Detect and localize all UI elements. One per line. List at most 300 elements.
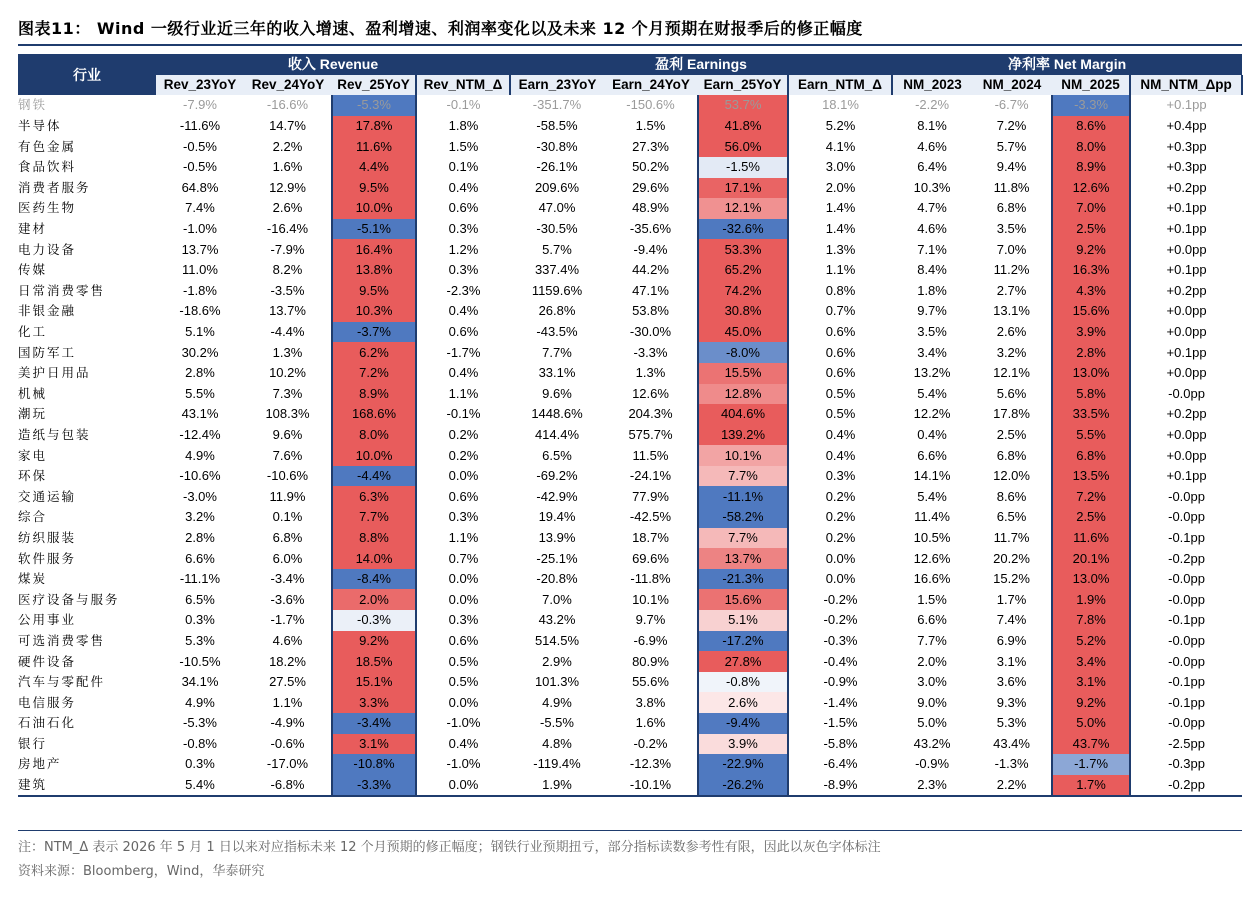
table-cell: 0.4% <box>448 179 479 195</box>
table-cell: -11.8% <box>630 571 671 587</box>
table-cell: 1.4% <box>825 221 856 237</box>
delta-cell: 53.7% <box>698 95 788 116</box>
table-cell: 3.2% <box>996 344 1027 360</box>
delta-cell: -11.1% <box>698 486 788 507</box>
revenue-group-header: 收入 Revenue <box>156 54 510 75</box>
table-cell: -0.9% <box>915 756 950 772</box>
delta-cell: -17.2% <box>698 631 788 652</box>
table-cell: -24.1% <box>629 468 672 484</box>
table-cell: -0.9% <box>823 674 858 690</box>
table-cell: -10.1% <box>604 775 698 797</box>
delta-cell: 17.8% <box>332 116 416 137</box>
delta-cell: 8.6% <box>1052 116 1130 137</box>
table-cell: 0.6% <box>825 324 856 340</box>
table-cell: -30.0% <box>629 324 672 340</box>
table-cell: -0.1pp <box>1168 612 1205 628</box>
table-cell: 10.5% <box>913 529 951 545</box>
table-cell: 43.1% <box>181 406 219 422</box>
table-cell: 0.1% <box>272 509 303 525</box>
table-cell: 0.3% <box>448 262 479 278</box>
table-cell: +0.2pp <box>1166 282 1207 298</box>
delta-cell: 13.7% <box>698 548 788 569</box>
delta-cell: 6.3% <box>332 486 416 507</box>
table-cell: 0.6% <box>448 632 479 648</box>
table-cell: 0.0% <box>416 775 510 797</box>
column-header-row <box>18 75 1242 96</box>
industry-name: 食品饮料 <box>18 159 77 175</box>
table-row <box>18 589 1242 610</box>
table-row <box>18 486 1242 507</box>
table-row <box>18 569 1242 590</box>
industry-name: 潮玩 <box>18 406 48 422</box>
delta-cell: -21.3% <box>698 569 788 590</box>
delta-cell: 8.8% <box>332 528 416 549</box>
table-cell: 43.4% <box>993 735 1030 751</box>
table-cell: 1159.6% <box>531 282 583 298</box>
delta-cell: 10.3% <box>332 301 416 322</box>
table-cell: 80.9% <box>632 653 669 669</box>
table-cell: 19.4% <box>538 509 576 525</box>
table-cell: 1.5% <box>635 118 666 134</box>
table-cell: -0.2% <box>823 591 858 607</box>
industry-name: 医药生物 <box>18 200 77 216</box>
industry-name: 美护日用品 <box>18 365 91 381</box>
delta-cell: 8.0% <box>332 425 416 446</box>
delta-cell: 33.5% <box>1052 404 1130 425</box>
table-cell: 9.3% <box>996 694 1027 710</box>
table-cell: 4.1% <box>825 138 856 154</box>
industry-name: 环保 <box>18 468 48 484</box>
table-row <box>18 445 1242 466</box>
table-cell: +0.1pp <box>1166 344 1207 360</box>
delta-cell: 15.6% <box>1052 301 1130 322</box>
table-cell: -7.9% <box>183 97 217 113</box>
delta-cell: 3.1% <box>1052 672 1130 693</box>
industry-name: 有色金属 <box>18 138 77 154</box>
table-cell: -30.8% <box>536 138 578 154</box>
table-cell: 3.5% <box>917 324 947 340</box>
table-cell: 0.8% <box>825 282 856 298</box>
delta-cell: 1.7% <box>1052 775 1130 797</box>
delta-cell: 3.3% <box>332 692 416 713</box>
table-cell: 0.0% <box>448 468 479 484</box>
table-cell: -3.3% <box>633 344 668 360</box>
table-cell: 6.5% <box>542 447 572 463</box>
delta-cell: -1.7% <box>1052 754 1130 775</box>
table-cell: 6.8% <box>996 447 1027 463</box>
table-cell: 2.6% <box>996 324 1027 340</box>
table-cell: 30.2% <box>181 344 219 360</box>
table-cell: 44.2% <box>632 262 669 278</box>
table-cell: +0.0pp <box>1166 447 1207 463</box>
column-header: Earn_25YoY <box>698 75 788 96</box>
table-cell: +0.0pp <box>1166 241 1207 257</box>
table-cell: 1.1% <box>448 529 479 545</box>
table-cell: 0.4% <box>448 365 479 381</box>
table-row <box>18 713 1242 734</box>
table-cell: 0.5% <box>825 406 856 422</box>
table-cell: 11.2% <box>993 262 1030 278</box>
table-cell: +0.2pp <box>1166 179 1207 195</box>
table-cell: 101.3% <box>534 674 580 690</box>
table-cell: -12.4% <box>179 426 221 442</box>
table-row <box>18 425 1242 446</box>
table-cell: 0.2% <box>825 509 856 525</box>
table-row <box>18 198 1242 219</box>
table-cell: 2.9% <box>542 653 572 669</box>
table-bottom-divider <box>18 830 1242 831</box>
table-cell: 11.7% <box>993 529 1030 545</box>
table-cell: 2.8% <box>185 529 215 545</box>
table-cell: 0.5% <box>448 653 479 669</box>
table-cell: 0.3% <box>825 468 856 484</box>
table-cell: 50.2% <box>632 159 669 175</box>
delta-cell: 9.5% <box>332 281 416 302</box>
table-cell: 0.0% <box>448 694 479 710</box>
delta-cell: 4.4% <box>332 157 416 178</box>
table-cell: 14.7% <box>269 118 306 134</box>
group-header-row <box>18 54 1242 75</box>
table-cell: 5.4% <box>917 385 947 401</box>
delta-cell: 8.9% <box>332 384 416 405</box>
delta-cell: -8.4% <box>332 569 416 590</box>
delta-cell: 11.6% <box>332 136 416 157</box>
table-cell: -0.4% <box>823 653 858 669</box>
table-row <box>18 610 1242 631</box>
industry-name: 石油石化 <box>18 715 77 731</box>
table-cell: -0.2pp <box>1130 775 1242 797</box>
table-cell: 1448.6% <box>531 406 583 422</box>
industry-name: 半导体 <box>18 118 62 134</box>
table-cell: -1.0% <box>446 715 481 731</box>
table-cell: -25.1% <box>536 550 578 566</box>
table-cell: -9.4% <box>633 241 668 257</box>
table-cell: 0.4% <box>448 735 479 751</box>
delta-cell: 9.5% <box>332 178 416 199</box>
column-header: Rev_25YoY <box>332 75 416 96</box>
table-cell: 18.1% <box>822 97 859 113</box>
delta-cell: 13.0% <box>1052 569 1130 590</box>
table-cell: 414.4% <box>534 426 580 442</box>
table-cell: 4.9% <box>185 447 215 463</box>
table-cell: 1.9% <box>510 775 604 797</box>
table-cell: -10.5% <box>179 653 221 669</box>
table-cell: 5.3% <box>185 632 215 648</box>
table-cell: 13.7% <box>181 241 219 257</box>
table-cell: -1.4% <box>823 694 858 710</box>
table-row <box>18 363 1242 384</box>
table-cell: 6.6% <box>185 550 215 566</box>
table-cell: -0.5% <box>183 138 217 154</box>
table-cell: 4.7% <box>917 200 947 216</box>
industry-name: 日常消费零售 <box>18 282 106 298</box>
delta-cell: 17.1% <box>698 178 788 199</box>
industry-name: 电力设备 <box>18 241 77 257</box>
table-cell: +0.0pp <box>1166 426 1207 442</box>
industry-header: 行业 <box>18 54 156 95</box>
table-row <box>18 239 1242 260</box>
table-row <box>18 384 1242 405</box>
table-row <box>18 528 1242 549</box>
table-cell: 53.8% <box>632 303 669 319</box>
table-cell: -30.5% <box>536 221 578 237</box>
table-cell: 2.3% <box>892 775 972 797</box>
table-cell: 8.2% <box>272 262 303 278</box>
industry-name: 国防军工 <box>18 344 77 360</box>
delta-cell: 5.1% <box>698 610 788 631</box>
delta-cell: 168.6% <box>332 404 416 425</box>
table-cell: 11.5% <box>632 447 669 463</box>
table-cell: 12.2% <box>913 406 951 422</box>
table-row <box>18 734 1242 755</box>
delta-cell: 65.2% <box>698 260 788 281</box>
table-cell: 0.5% <box>825 385 856 401</box>
table-cell: 12.6% <box>913 550 951 566</box>
table-cell: +0.4pp <box>1166 118 1207 134</box>
delta-cell: 53.3% <box>698 239 788 260</box>
table-cell: 7.6% <box>272 447 303 463</box>
delta-cell: 6.8% <box>1052 445 1130 466</box>
table-cell: 33.1% <box>538 365 576 381</box>
table-cell: -10.6% <box>179 468 221 484</box>
table-cell: 27.3% <box>632 138 669 154</box>
table-cell: -7.9% <box>270 241 305 257</box>
delta-cell: -3.3% <box>1052 95 1130 116</box>
table-cell: -6.9% <box>633 632 668 648</box>
industry-name: 公用事业 <box>18 612 77 628</box>
table-cell: 10.2% <box>269 365 306 381</box>
table-cell: 0.5% <box>448 674 479 690</box>
delta-cell: -0.3% <box>332 610 416 631</box>
figure-title: 图表11： Wind 一级行业近三年的收入增速、盈利增速、利润率变化以及未来 12 个月预期在财报季后的修正幅度 <box>18 19 863 38</box>
table-cell: 3.0% <box>917 674 947 690</box>
table-cell: 43.2% <box>538 612 576 628</box>
table-cell: -0.0pp <box>1168 632 1205 648</box>
industry-name: 软件服务 <box>18 550 77 566</box>
table-cell: 6.8% <box>996 200 1027 216</box>
table-cell: 10.3% <box>913 179 951 195</box>
delta-cell: -1.5% <box>698 157 788 178</box>
delta-cell: 15.1% <box>332 672 416 693</box>
industry-name: 建材 <box>18 221 48 237</box>
table-row <box>18 692 1242 713</box>
table-cell: 64.8% <box>181 179 219 195</box>
delta-cell: 13.0% <box>1052 363 1130 384</box>
table-cell: 2.5% <box>996 426 1027 442</box>
table-cell: 1.6% <box>635 715 666 731</box>
table-row <box>18 95 1242 116</box>
table-cell: -351.7% <box>532 97 582 113</box>
delta-cell: 2.6% <box>698 692 788 713</box>
table-cell: 9.7% <box>635 612 666 628</box>
table-cell: 9.7% <box>917 303 947 319</box>
table-cell: -0.0pp <box>1168 715 1205 731</box>
table-cell: 0.7% <box>448 550 479 566</box>
table-cell: -11.6% <box>179 118 221 134</box>
table-cell: 4.8% <box>542 735 572 751</box>
table-cell: 47.0% <box>538 200 576 216</box>
table-cell: -6.7% <box>994 97 1029 113</box>
table-cell: 8.4% <box>917 262 947 278</box>
table-cell: 8.1% <box>917 118 947 134</box>
table-cell: 209.6% <box>534 179 580 195</box>
delta-cell: 3.4% <box>1052 651 1130 672</box>
table-cell: 1.5% <box>917 591 947 607</box>
table-row <box>18 157 1242 178</box>
table-cell: 13.2% <box>913 365 951 381</box>
table-cell: -1.7% <box>446 344 481 360</box>
table-row <box>18 342 1242 363</box>
delta-cell: 7.2% <box>1052 486 1130 507</box>
table-cell: 17.8% <box>993 406 1030 422</box>
table-row <box>18 404 1242 425</box>
table-cell: -2.2% <box>915 97 950 113</box>
column-header: NM_2025 <box>1052 75 1130 96</box>
table-cell: 14.1% <box>913 468 951 484</box>
table-cell: 0.3% <box>448 612 479 628</box>
table-cell: -20.8% <box>536 571 578 587</box>
earnings-group-header: 盈利 Earnings <box>510 54 892 75</box>
table-cell: 5.6% <box>996 385 1027 401</box>
table-cell: -5.5% <box>540 715 574 731</box>
table-cell: 1.3% <box>272 344 303 360</box>
table-cell: 12.6% <box>632 385 669 401</box>
table-cell: -0.2% <box>633 735 668 751</box>
table-cell: 10.1% <box>632 591 669 607</box>
table-cell: 5.4% <box>156 775 244 797</box>
table-cell: 6.0% <box>272 550 303 566</box>
table-cell: -17.0% <box>266 756 309 772</box>
table-cell: -11.1% <box>179 571 221 587</box>
delta-cell: 7.7% <box>332 507 416 528</box>
table-row <box>18 631 1242 652</box>
table-cell: 0.0% <box>825 571 856 587</box>
table-cell: -6.4% <box>823 756 858 772</box>
delta-cell: 74.2% <box>698 281 788 302</box>
table-cell: 6.4% <box>917 159 947 175</box>
delta-cell: 2.5% <box>1052 507 1130 528</box>
delta-cell: 7.0% <box>1052 198 1130 219</box>
delta-cell: 12.1% <box>698 198 788 219</box>
delta-cell: 10.0% <box>332 198 416 219</box>
table-cell: 514.5% <box>534 632 580 648</box>
table-cell: +0.1pp <box>1166 262 1207 278</box>
delta-cell: 14.0% <box>332 548 416 569</box>
delta-cell: -4.4% <box>332 466 416 487</box>
table-cell: 47.1% <box>632 282 669 298</box>
delta-cell: -5.3% <box>332 95 416 116</box>
table-body <box>18 95 1242 796</box>
table-cell: 9.0% <box>917 694 947 710</box>
table-cell: +0.2pp <box>1166 406 1207 422</box>
delta-cell: 1.9% <box>1052 589 1130 610</box>
table-cell: 0.3% <box>448 509 479 525</box>
table-cell: -0.2pp <box>1168 550 1205 566</box>
table-cell: 4.6% <box>917 221 947 237</box>
table-cell: 1.8% <box>917 282 947 298</box>
industry-name: 房地产 <box>18 756 62 772</box>
table-cell: 0.4% <box>825 426 856 442</box>
table-cell: 1.6% <box>272 159 303 175</box>
table-cell: -0.1% <box>446 97 481 113</box>
industry-name: 交通运输 <box>18 488 77 504</box>
table-cell: 3.6% <box>996 674 1027 690</box>
table-cell: 2.2% <box>272 138 303 154</box>
column-header: Rev_23YoY <box>156 75 244 96</box>
table-cell: 34.1% <box>181 674 219 690</box>
delta-cell: 12.6% <box>1052 178 1130 199</box>
table-cell: 2.0% <box>917 653 947 669</box>
table-cell: -42.9% <box>536 488 578 504</box>
delta-cell: 7.7% <box>698 528 788 549</box>
table-cell: +0.1pp <box>1166 200 1207 216</box>
table-cell: 1.1% <box>448 385 479 401</box>
table-cell: 7.3% <box>272 385 303 401</box>
table-cell: 77.9% <box>632 488 669 504</box>
table-row <box>18 281 1242 302</box>
table-cell: 69.6% <box>632 550 669 566</box>
table-cell: 7.4% <box>185 200 215 216</box>
table-cell: 1.5% <box>448 138 479 154</box>
table-cell: -16.4% <box>266 221 309 237</box>
column-header: NM_2024 <box>972 75 1052 96</box>
delta-cell: 10.0% <box>332 445 416 466</box>
delta-cell: -26.2% <box>698 775 788 797</box>
column-header: Rev_NTM_Δ <box>416 75 510 96</box>
table-cell: 2.2% <box>972 775 1052 797</box>
table-cell: 18.7% <box>632 529 669 545</box>
delta-cell: -5.1% <box>332 219 416 240</box>
industry-name: 传媒 <box>18 262 48 278</box>
industry-name: 化工 <box>18 324 48 340</box>
delta-cell: 2.0% <box>332 589 416 610</box>
table-cell: 575.7% <box>628 426 673 442</box>
table-cell: -5.8% <box>823 735 858 751</box>
table-cell: 6.6% <box>917 612 947 628</box>
table-cell: 6.5% <box>185 591 215 607</box>
table-row <box>18 651 1242 672</box>
delta-cell: -32.6% <box>698 219 788 240</box>
table-cell: 6.8% <box>272 529 303 545</box>
table-cell: 3.1% <box>996 653 1027 669</box>
industry-name: 煤炭 <box>18 571 48 587</box>
delta-cell: 16.3% <box>1052 260 1130 281</box>
table-cell: 20.2% <box>993 550 1030 566</box>
table-cell: 5.7% <box>542 241 572 257</box>
table-cell: 0.4% <box>825 447 856 463</box>
table-cell: -0.0pp <box>1168 385 1205 401</box>
table-cell: 1.3% <box>635 365 666 381</box>
delta-cell: 41.8% <box>698 116 788 137</box>
table-cell: -0.5% <box>183 159 217 175</box>
delta-cell: 11.6% <box>1052 528 1130 549</box>
table-cell: 3.0% <box>825 159 856 175</box>
table-cell: 4.6% <box>917 138 947 154</box>
table-cell: 2.7% <box>996 282 1027 298</box>
table-cell: 48.9% <box>632 200 669 216</box>
table-cell: 2.0% <box>825 179 856 195</box>
table-cell: -1.7% <box>270 612 305 628</box>
industry-name: 纺织服装 <box>18 529 77 545</box>
table-cell: 7.4% <box>996 612 1027 628</box>
table-cell: 1.2% <box>448 241 479 257</box>
table-cell: 0.3% <box>185 756 215 772</box>
table-cell: -4.9% <box>270 715 305 731</box>
title-divider <box>18 44 1242 46</box>
table-cell: 7.0% <box>542 591 572 607</box>
delta-cell: -3.7% <box>332 322 416 343</box>
delta-cell: 30.8% <box>698 301 788 322</box>
